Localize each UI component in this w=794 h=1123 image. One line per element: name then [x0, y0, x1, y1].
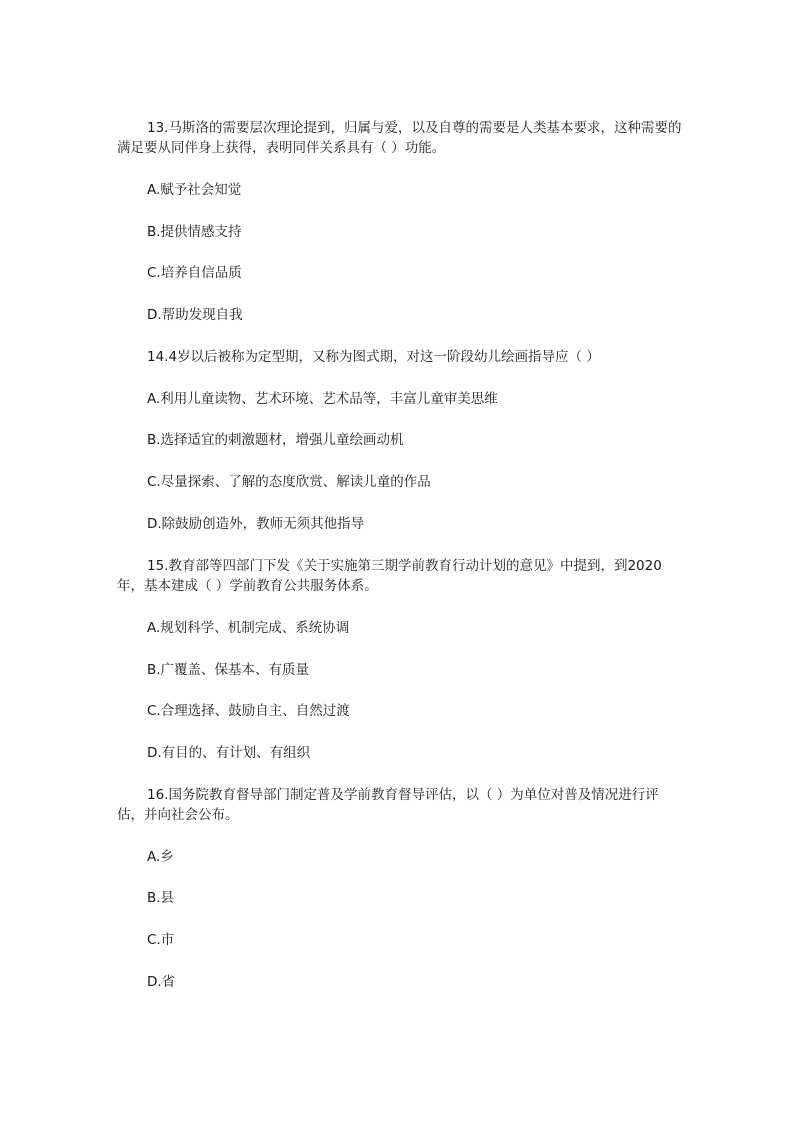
question-15-option-c: C.合理选择、鼓励自主、自然过渡 [147, 703, 350, 719]
question-15-option-d: D.有目的、有计划、有组织 [147, 745, 311, 761]
question-16-option-b: B.县 [147, 890, 175, 906]
question-14-stem: 14.4岁以后被称为定型期，又称为图式期，对这一阶段幼儿绘画指导应（ ） [147, 349, 600, 365]
question-16-stem: 16.国务院教育督导部门制定普及学前教育督导评估，以（ ）为单位对普及情况进行评估，并向社会公布。 [117, 787, 659, 823]
question-14-option-c: C.尽量探索、了解的态度欣赏、解读儿童的作品 [147, 474, 431, 490]
question-15-stem: 15.教育部等四部门下发《关于实施第三期学前教育行动计划的意见》中提到，到2020年，基本建成（ ）学前教育公共服务体系。 [117, 558, 662, 594]
question-13-option-d: D.帮助发现自我 [147, 307, 243, 323]
question-14-option-b: B.选择适宜的刺激题材，增强儿童绘画动机 [147, 432, 404, 448]
question-16-option-d: D.省 [147, 974, 176, 990]
question-14-option-a: A.利用儿童读物、艺术环境、艺术品等，丰富儿童审美思维 [147, 391, 498, 407]
question-13-stem: 13.马斯洛的需要层次理论提到，归属与爱，以及自尊的需要是人类基本要求，这种需要的满足要从同伴身上获得，表明同伴关系具有（ ）功能。 [117, 120, 682, 156]
question-15-option-b: B.广覆盖、保基本、有质量 [147, 662, 310, 678]
question-15-option-a: A.规划科学、机制完成、系统协调 [147, 620, 350, 636]
question-13-option-b: B.提供情感支持 [147, 224, 242, 240]
question-13-option-a: A.赋予社会知觉 [147, 182, 242, 198]
question-16-option-c: C.市 [147, 932, 175, 948]
question-13-option-c: C.培养自信品质 [147, 265, 242, 281]
question-14-option-d: D.除鼓励创造外，教师无须其他指导 [147, 516, 365, 532]
question-16-option-a: A.乡 [147, 849, 174, 865]
